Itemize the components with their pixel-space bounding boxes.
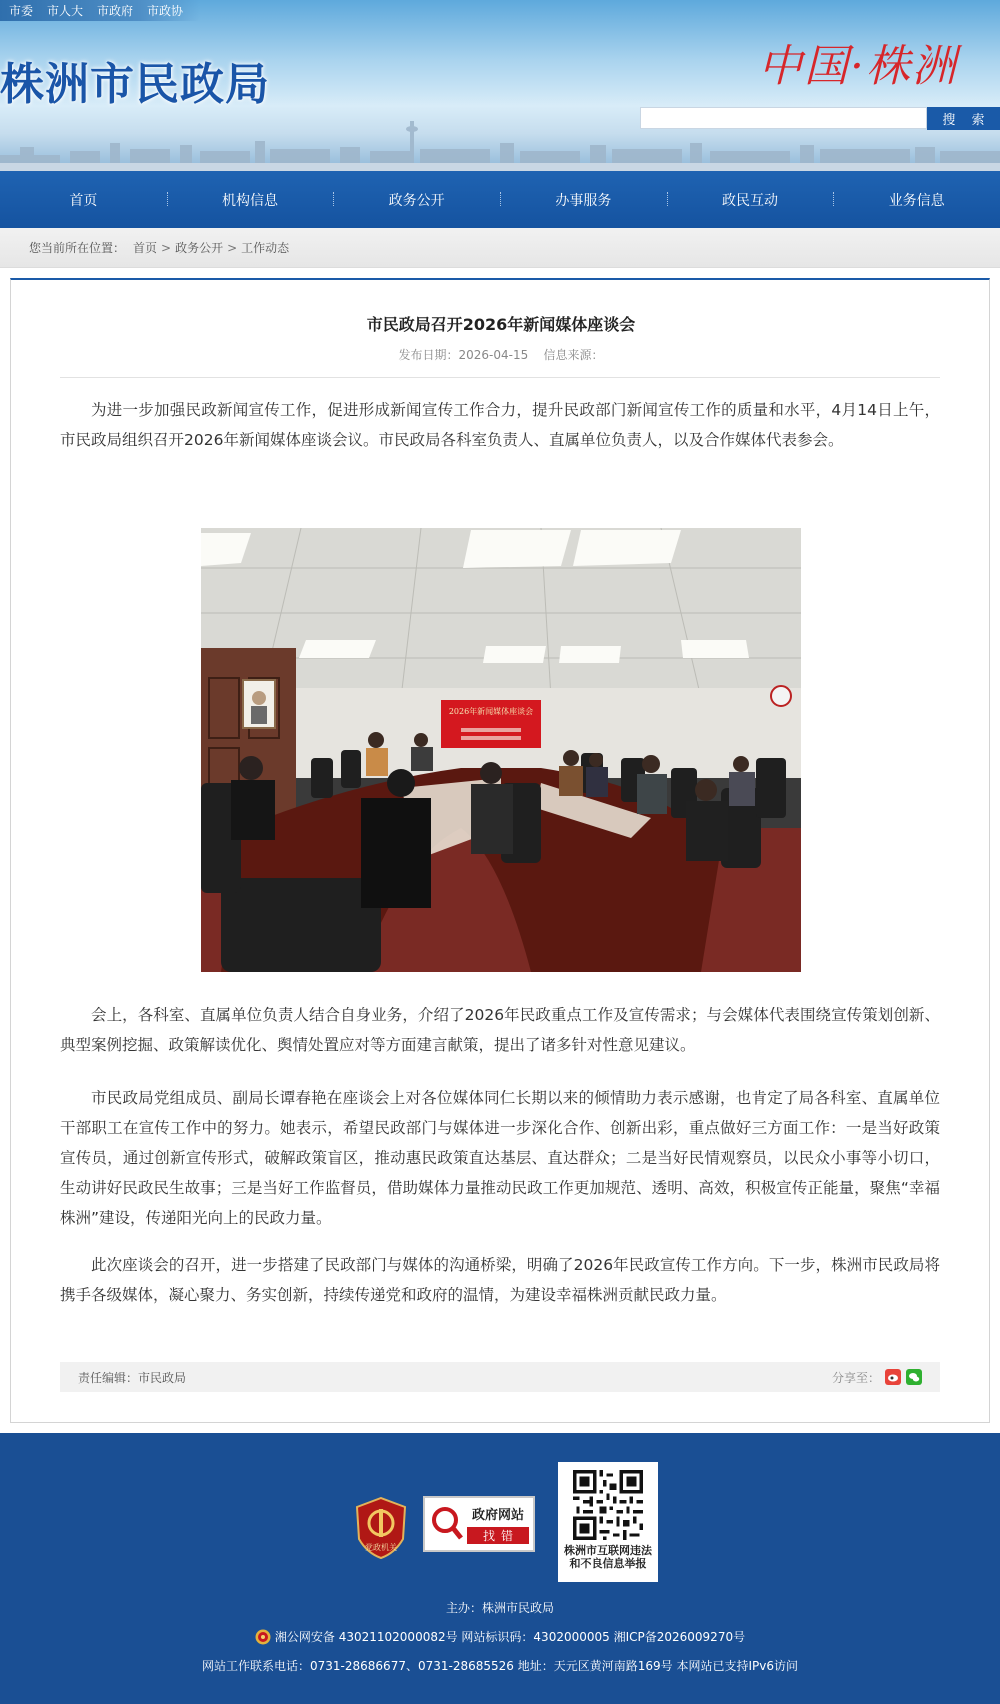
breadcrumb-label: 您当前所在位置：: [29, 241, 126, 255]
nav-item-business-info[interactable]: 业务信息: [833, 190, 1000, 210]
nav-item-organization[interactable]: 机构信息: [167, 190, 334, 210]
nav-item-services[interactable]: 办事服务: [500, 190, 667, 210]
footer-contact: 网站工作联系电话：0731-28686677、0731-28685526 地址：天元区黄河南路169号 本网站已支持IPv6访问: [202, 1659, 798, 1673]
meeting-photo-illustration: [201, 528, 801, 972]
top-link-cppcc[interactable]: 市政协: [147, 4, 184, 18]
breadcrumb-home[interactable]: 首页: [133, 241, 158, 255]
article-paragraph-4: 此次座谈会的召开，进一步搭建了民政部门与媒体的沟通桥梁，明确了2026年民政宣传工作方向。下一步，株洲市民政局将携手各级媒体，凝心聚力、务实创新，持续传递党和政府的温情，为建设幸福株洲贡献民政力量。: [60, 1256, 940, 1304]
article-divider: [60, 377, 940, 378]
article-title: 市民政局召开2026年新闻媒体座谈会: [366, 315, 636, 334]
site-header: [0, 0, 1000, 171]
article-footer-strip: [60, 1362, 940, 1392]
breadcrumb-separator: >: [227, 240, 238, 255]
qr-caption: [564, 1544, 652, 1570]
top-links: [0, 0, 200, 21]
breadcrumb-work-news[interactable]: 工作动态: [241, 241, 290, 255]
top-link-peoples-congress[interactable]: 市人大: [47, 4, 84, 18]
site-title[interactable]: 株洲市民政局: [0, 59, 270, 110]
nav-item-interaction[interactable]: 政民互动: [667, 190, 834, 210]
footer-record-line: [0, 1628, 1000, 1645]
share-label: 分享至：: [831, 1370, 880, 1385]
breadcrumb-separator: >: [161, 240, 172, 255]
breadcrumb: [0, 228, 1000, 268]
footer-record[interactable]: 湘公网安备 43021102000082号 网站标识码：4302000005 湘ICP备2026009270号: [274, 1630, 746, 1644]
article-paragraph-3: 市民政局党组成员、副局长谭春艳在座谈会上对各位媒体同仁长期以来的倾情助力表示感谢，也肯定了局各科室、直属单位干部职工在宣传工作中的努力。她表示，希望民政部门与媒体进一步深化合作、创新出彩，重点做好三方面工作：一是当好政策宣传员，通过创新宣传形式，破解政策盲区，推动惠民政策直达基层、直达群众；二是当好民情观察员，以民众小事等小切口，生动讲好民政民生故事；三是当好工作监督员，借助媒体力量推动民政工作更加规范、透明、高效，积极宣传正能量，聚焦“幸福株洲”建设，传递阳光向上的民政力量。: [60, 1089, 940, 1227]
share-group: [832, 1369, 922, 1386]
article-container: [10, 278, 990, 1423]
wechat-share-icon[interactable]: [906, 1369, 922, 1385]
qr-caption-line-1: 株洲市互联网违法: [564, 1544, 652, 1557]
gov-badge-sub: 找错: [467, 1527, 529, 1544]
weibo-share-icon[interactable]: [885, 1369, 901, 1385]
article-paragraph-2: 会上，各科室、直属单位负责人结合自身业务，介绍了2026年民政重点工作及宣传需求；与会媒体代表围绕宣传策划创新、典型案例挖掘、政策解读优化、舆情处置应对等方面建言献策，提出了诸多针对性意见建议。: [60, 1006, 940, 1054]
article-paragraph-1: 为进一步加强民政新闻宣传工作，促进形成新闻宣传工作合力，提升民政部门新闻宣传工作的质量和水平，4月14日上午，市民政局组织召开2026年新闻媒体座谈会议。市民政局各科室负责人、直属单位负责人，以及合作媒体代表参会。: [60, 401, 940, 449]
police-emblem-icon: [255, 1629, 271, 1645]
breadcrumb-government-affairs[interactable]: 政务公开: [175, 241, 224, 255]
nav-item-home[interactable]: 首页: [69, 192, 98, 209]
report-qr-block[interactable]: [558, 1462, 658, 1582]
brand-calligraphy-logo: 中国·株洲: [758, 41, 958, 92]
meeting-photo: [201, 528, 801, 972]
top-link-party-committee[interactable]: 市委: [9, 4, 34, 18]
top-link-government[interactable]: 市政府: [97, 4, 134, 18]
qr-code-icon: [573, 1470, 643, 1540]
nav-item-government-affairs[interactable]: 政务公开: [333, 190, 500, 210]
article-meta: 发布日期：2026-04-15 信息来源：: [398, 348, 604, 362]
qr-caption-line-2: 和不良信息举报: [569, 1557, 647, 1570]
magnifier-icon: [429, 1500, 463, 1548]
gov-badge-title: 政府网站: [471, 1508, 524, 1523]
footer-host: 主办：株洲市民政局: [445, 1601, 554, 1615]
site-footer: [0, 1433, 1000, 1704]
article-editor: 责任编辑：市民政局: [78, 1370, 187, 1385]
gov-website-error-report-badge[interactable]: [423, 1496, 535, 1552]
main-nav: [0, 171, 1000, 228]
search-button[interactable]: 搜 索: [927, 107, 1000, 130]
party-government-badge[interactable]: [355, 1497, 407, 1559]
city-skyline-image: [0, 121, 1000, 171]
photo-banner-text: 2026年新闻媒体座谈会: [448, 707, 534, 716]
party-badge-text: 党政机关: [365, 1543, 397, 1552]
